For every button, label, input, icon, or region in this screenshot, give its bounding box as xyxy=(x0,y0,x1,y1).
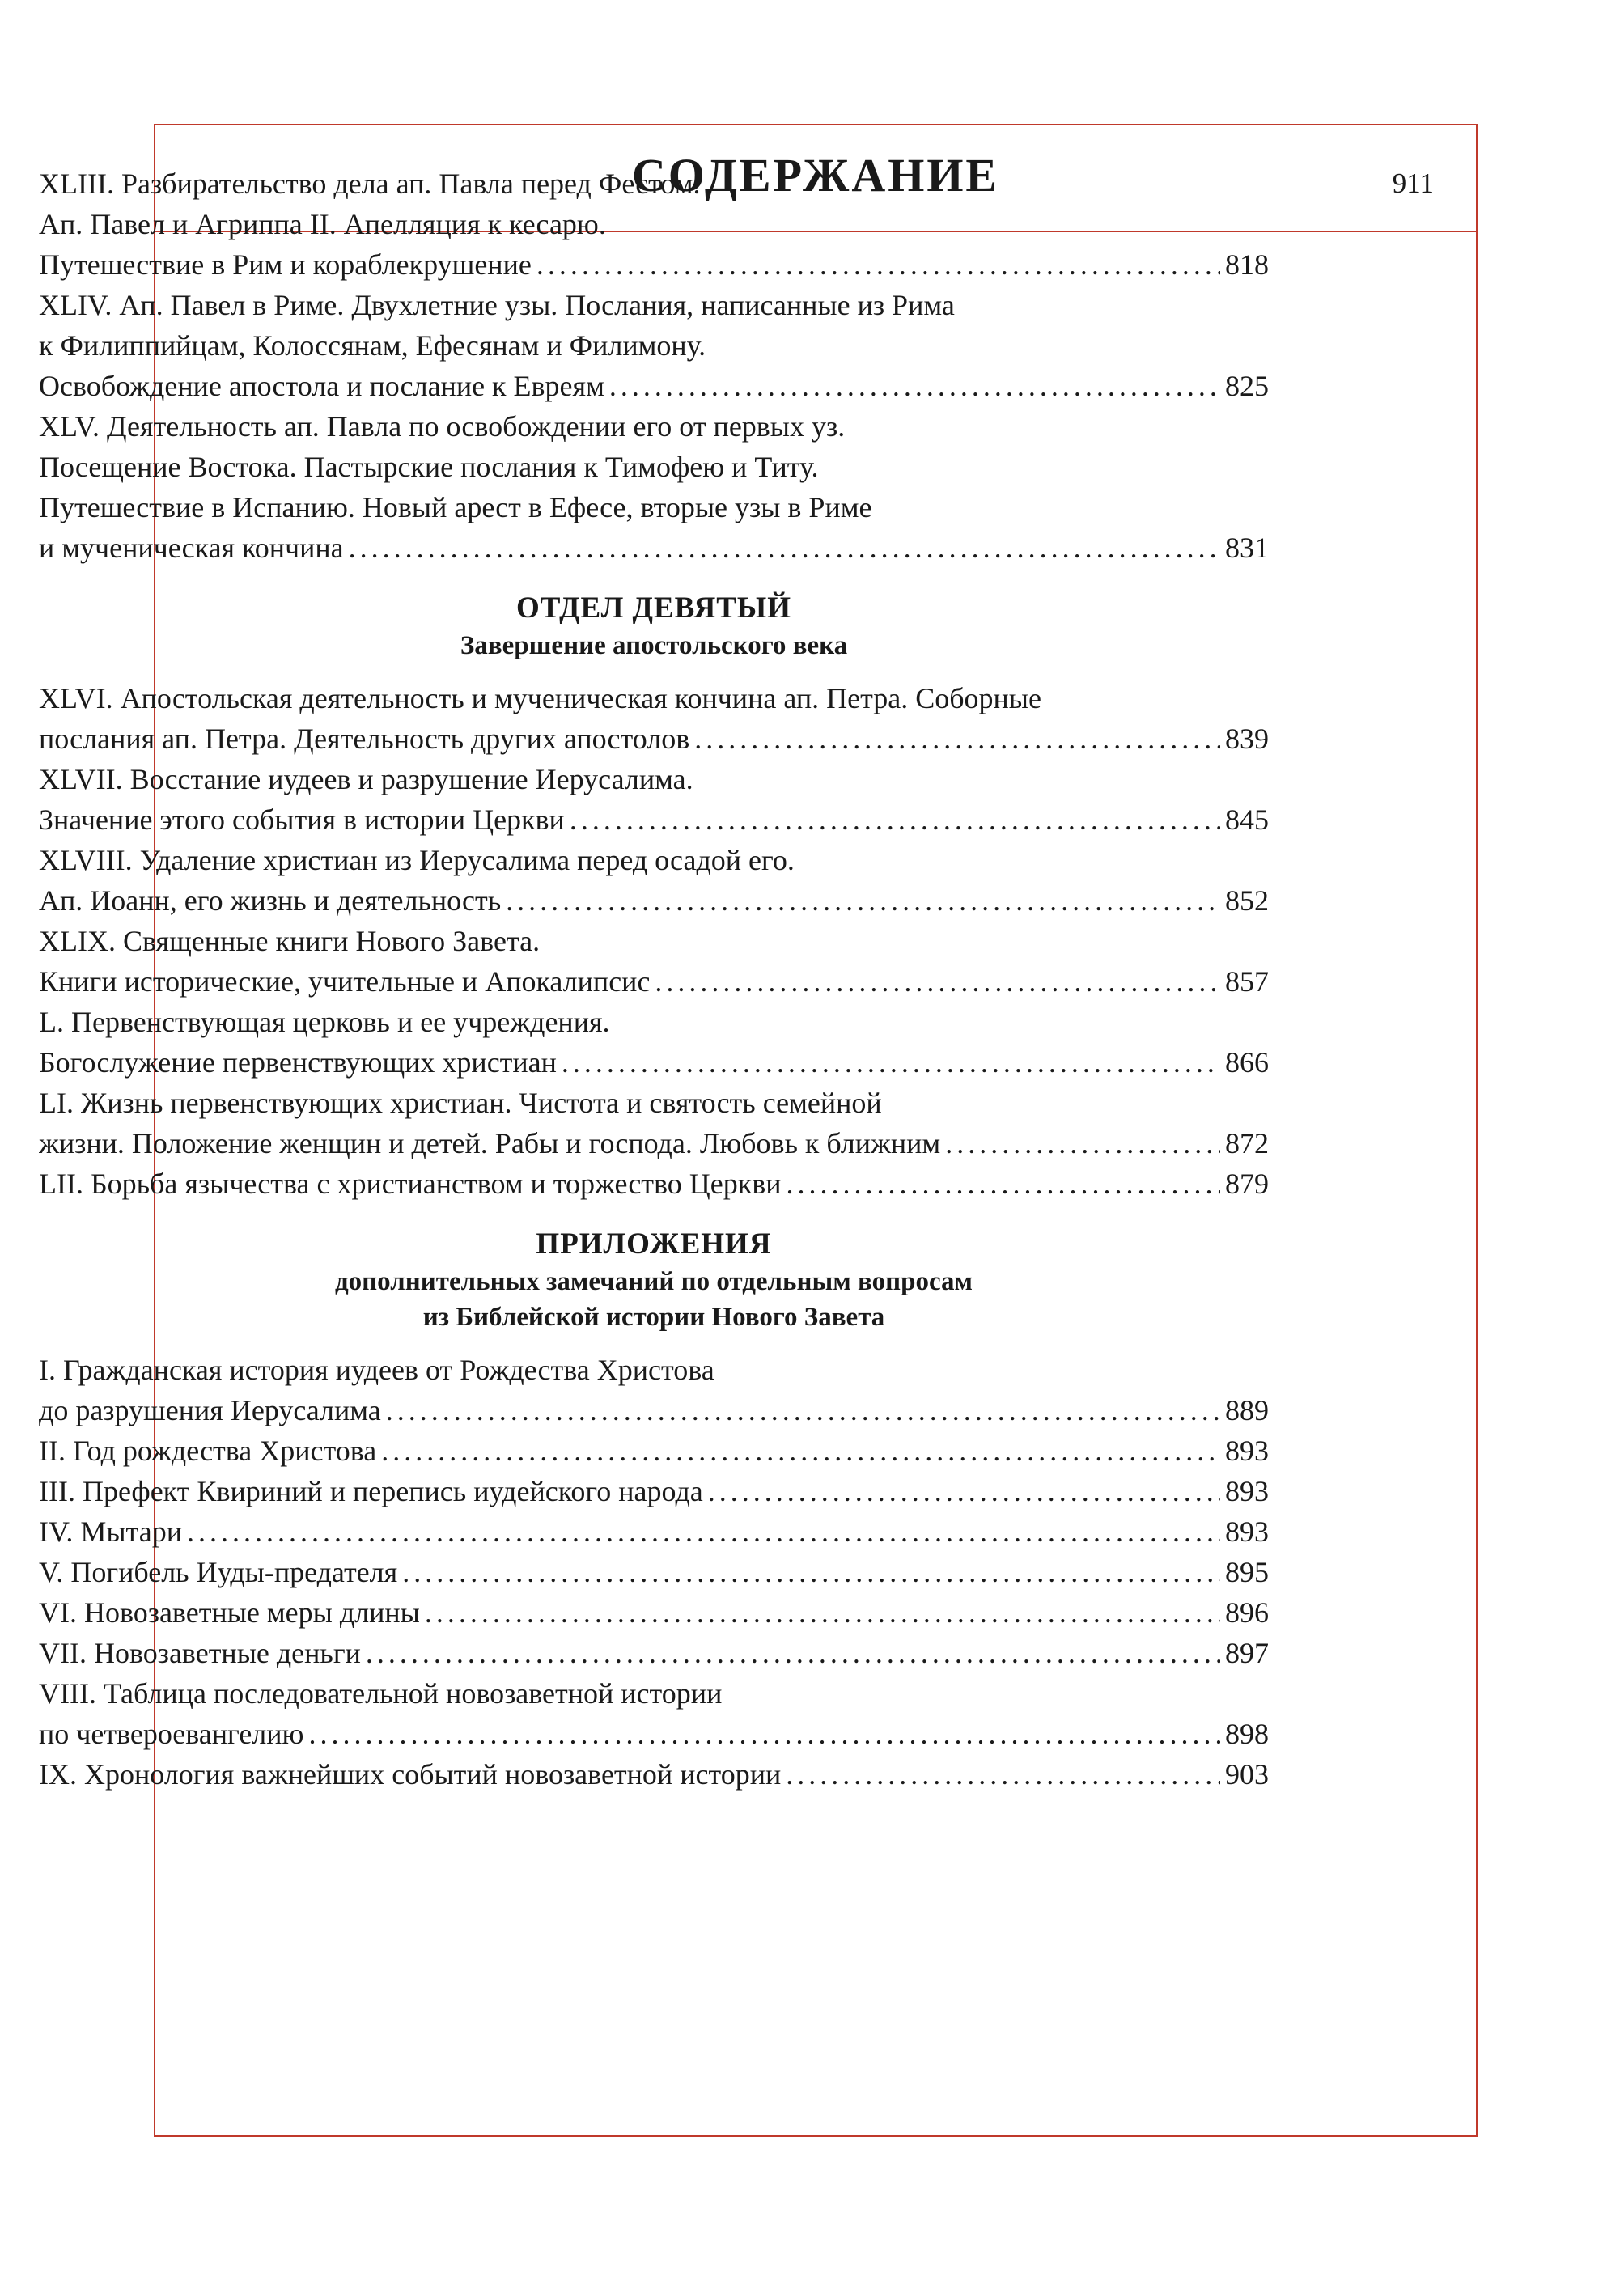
toc-page-number: 903 xyxy=(1225,1758,1269,1791)
toc-entry-text: Значение этого события в истории Церкви xyxy=(39,803,565,836)
toc-entry-text: к Филиппийцам, Колоссянам, Ефесянам и Филимону. xyxy=(39,329,706,362)
toc-entry-line xyxy=(39,1552,1269,1592)
toc-entry-text: V. Погибель Иуды-предателя xyxy=(39,1556,398,1588)
toc-page-number: 845 xyxy=(1225,803,1269,836)
toc-entry-line xyxy=(39,880,1269,921)
toc-entry[interactable] xyxy=(39,1552,1269,1592)
section-subtitle: из Библейской истории Нового Завета xyxy=(422,1303,885,1332)
toc-entry[interactable] xyxy=(39,1163,1269,1204)
toc-entry[interactable] xyxy=(39,1511,1269,1552)
dot-leader xyxy=(786,1754,1220,1795)
toc-entry-text: XLIV. Ап. Павел в Риме. Двухлетние узы. Послания, написанные из Рима xyxy=(39,289,955,321)
section-title: ПРИЛОЖЕНИЯ xyxy=(536,1227,772,1261)
toc-entry-text: Богослужение первенствующих христиан xyxy=(39,1046,557,1079)
toc-entry-text: жизни. Положение женщин и детей. Рабы и господа. Любовь к ближним xyxy=(39,1127,941,1159)
toc-entry-line xyxy=(39,325,1269,366)
toc-entry-line xyxy=(39,718,1269,759)
toc-entry-line xyxy=(39,799,1269,840)
toc-entry-line xyxy=(39,528,1269,568)
toc-page-number: 879 xyxy=(1225,1168,1269,1200)
toc-entry-text: XLV. Деятельность ап. Павла по освобождении его от первых уз. xyxy=(39,410,846,443)
toc-entry-line xyxy=(39,366,1269,406)
section-heading xyxy=(39,589,1269,663)
dot-leader xyxy=(381,1430,1220,1471)
toc-page-number: 893 xyxy=(1225,1435,1269,1467)
toc-entry-line xyxy=(39,487,1269,528)
toc-entry[interactable] xyxy=(39,678,1269,759)
toc-entry-line xyxy=(39,1633,1269,1673)
dot-leader xyxy=(402,1552,1220,1592)
toc-entry-text: XLVI. Апостольская деятельность и мученическая кончина ап. Петра. Соборные xyxy=(39,682,1041,714)
toc-entry-text: Путешествие в Испанию. Новый арест в Ефесе, вторые узы в Риме xyxy=(39,491,872,523)
toc-entry-text: Посещение Востока. Пастырские послания к Тимофею и Титу. xyxy=(39,451,819,483)
dot-leader xyxy=(708,1471,1220,1511)
toc-entry-line xyxy=(39,1592,1269,1633)
toc-entry[interactable] xyxy=(39,1633,1269,1673)
toc-page-number: 898 xyxy=(1225,1718,1269,1750)
toc-entry[interactable] xyxy=(39,285,1269,406)
toc-entry-text: до разрушения Иерусалима xyxy=(39,1394,381,1426)
toc-entry-line xyxy=(39,1390,1269,1430)
dot-leader xyxy=(506,880,1220,921)
toc-entry-line xyxy=(39,921,1269,961)
toc-entry-line xyxy=(39,1511,1269,1552)
toc-entry-line xyxy=(39,1163,1269,1204)
toc-entry-line xyxy=(39,1350,1269,1390)
toc-entry-line xyxy=(39,447,1269,487)
toc-entry-text: VIII. Таблица последовательной новозаветной истории xyxy=(39,1677,723,1710)
dot-leader xyxy=(570,799,1220,840)
toc-entry-line xyxy=(39,759,1269,799)
toc-entry-line xyxy=(39,1083,1269,1123)
toc-page-number: 896 xyxy=(1225,1596,1269,1629)
toc-page-number: 872 xyxy=(1225,1127,1269,1159)
toc-entry-text: Ап. Павел и Агриппа II. Апелляция к кесарю. xyxy=(39,208,606,240)
dot-leader xyxy=(187,1511,1220,1552)
dot-leader xyxy=(609,366,1220,406)
toc-entry-line xyxy=(39,204,1269,244)
toc-entry-line xyxy=(39,961,1269,1002)
toc-entry[interactable] xyxy=(39,1350,1269,1430)
section-title: ОТДЕЛ ДЕВЯТЫЙ xyxy=(515,591,792,625)
toc-entry-text: III. Префект Квириний и перепись иудейского народа xyxy=(39,1475,703,1507)
toc-entry-line xyxy=(39,678,1269,718)
toc-entry-line xyxy=(39,1714,1269,1754)
toc-entry-text: IX. Хронология важнейших событий новозаветной истории xyxy=(39,1758,782,1791)
toc-entry-text: IV. Мытари xyxy=(39,1515,182,1548)
toc-entry-line xyxy=(39,406,1269,447)
toc-entry[interactable] xyxy=(39,1754,1269,1795)
toc-page-number: 818 xyxy=(1225,248,1269,281)
toc-page-number: 866 xyxy=(1225,1046,1269,1079)
toc-entry-line xyxy=(39,1471,1269,1511)
toc-entry-text: Книги исторические, учительные и Апокалипсис xyxy=(39,965,651,998)
toc-entry-text: XLIX. Священные книги Нового Завета. xyxy=(39,925,541,957)
toc-page-number: 889 xyxy=(1225,1394,1269,1426)
toc-page-number: 839 xyxy=(1225,723,1269,755)
toc-entry[interactable] xyxy=(39,759,1269,840)
toc-page-number: 893 xyxy=(1225,1515,1269,1548)
toc-entry-text: и мученическая кончина xyxy=(39,532,344,564)
toc-entry-text: VII. Новозаветные деньги xyxy=(39,1637,361,1669)
toc-entry-text: XLVII. Восстание иудеев и разрушение Иерусалима. xyxy=(39,763,693,795)
dot-leader xyxy=(536,244,1220,285)
toc-entry-text: послания ап. Петра. Деятельность других апостолов xyxy=(39,723,690,755)
toc-entry[interactable] xyxy=(39,840,1269,921)
toc-entry-text: XLIII. Разбирательство дела ап. Павла перед Фестом. xyxy=(39,167,701,200)
toc-entry-text: по четвероевангелию xyxy=(39,1718,304,1750)
toc-entry-line xyxy=(39,285,1269,325)
dot-leader xyxy=(655,961,1220,1002)
toc-entry-line xyxy=(39,1754,1269,1795)
toc-page-number: 825 xyxy=(1225,370,1269,402)
toc-page-number: 893 xyxy=(1225,1475,1269,1507)
section-heading xyxy=(39,1225,1269,1335)
toc-page-number: 831 xyxy=(1225,532,1269,564)
toc-entry[interactable] xyxy=(39,1083,1269,1163)
toc-entry-text: Освобождение апостола и послание к Евреям xyxy=(39,370,604,402)
dot-leader xyxy=(366,1633,1220,1673)
toc-entry-line xyxy=(39,1123,1269,1163)
toc-page-number: 895 xyxy=(1225,1556,1269,1588)
toc-entry[interactable] xyxy=(39,1430,1269,1471)
toc-entry-line xyxy=(39,840,1269,880)
toc-entry[interactable] xyxy=(39,163,1269,285)
dot-leader xyxy=(308,1714,1220,1754)
toc-entry[interactable] xyxy=(39,1002,1269,1083)
toc-entry-line xyxy=(39,1002,1269,1042)
toc-entry-text: II. Год рождества Христова xyxy=(39,1435,377,1467)
dot-leader xyxy=(945,1123,1220,1163)
toc-page-number: 897 xyxy=(1225,1637,1269,1669)
toc-entry-line xyxy=(39,163,1269,204)
dot-leader xyxy=(787,1163,1220,1204)
table-of-contents xyxy=(39,163,1269,1795)
dot-leader xyxy=(694,718,1220,759)
toc-entry-text: LI. Жизнь первенствующих христиан. Чистота и святость семейной xyxy=(39,1087,882,1119)
toc-entry-line xyxy=(39,1430,1269,1471)
toc-entry-line xyxy=(39,244,1269,285)
toc-entry-text: XLVIII. Удаление христиан из Иерусалима перед осадой его. xyxy=(39,844,795,876)
toc-entry[interactable] xyxy=(39,1592,1269,1633)
page-title: СОДЕРЖАНИЕ xyxy=(631,149,1000,201)
toc-entry[interactable] xyxy=(39,1673,1269,1754)
dot-leader xyxy=(349,528,1220,568)
toc-entry-text: Путешествие в Рим и кораблекрушение xyxy=(39,248,532,281)
dot-leader xyxy=(386,1390,1220,1430)
section-subtitle: дополнительных замечаний по отдельным вопросам xyxy=(334,1267,973,1296)
toc-page-number: 857 xyxy=(1225,965,1269,998)
toc-entry[interactable] xyxy=(39,406,1269,568)
section-subtitle: Завершение апостольского века xyxy=(460,631,848,660)
toc-entry-text: VI. Новозаветные меры длины xyxy=(39,1596,420,1629)
toc-entry[interactable] xyxy=(39,1471,1269,1511)
toc-entry-text: I. Гражданская история иудеев от Рождества Христова xyxy=(39,1354,714,1386)
toc-page-number: 852 xyxy=(1225,884,1269,917)
toc-entry-line xyxy=(39,1042,1269,1083)
toc-entry-text: L. Первенствующая церковь и ее учреждения. xyxy=(39,1006,610,1038)
toc-entry[interactable] xyxy=(39,921,1269,1002)
page-number: 911 xyxy=(1392,167,1434,199)
toc-entry-line xyxy=(39,1673,1269,1714)
dot-leader xyxy=(425,1592,1220,1633)
toc-entry-text: LII. Борьба язычества с христианством и торжество Церкви xyxy=(39,1168,782,1200)
dot-leader xyxy=(562,1042,1220,1083)
toc-entry-text: Ап. Иоанн, его жизнь и деятельность xyxy=(39,884,502,917)
